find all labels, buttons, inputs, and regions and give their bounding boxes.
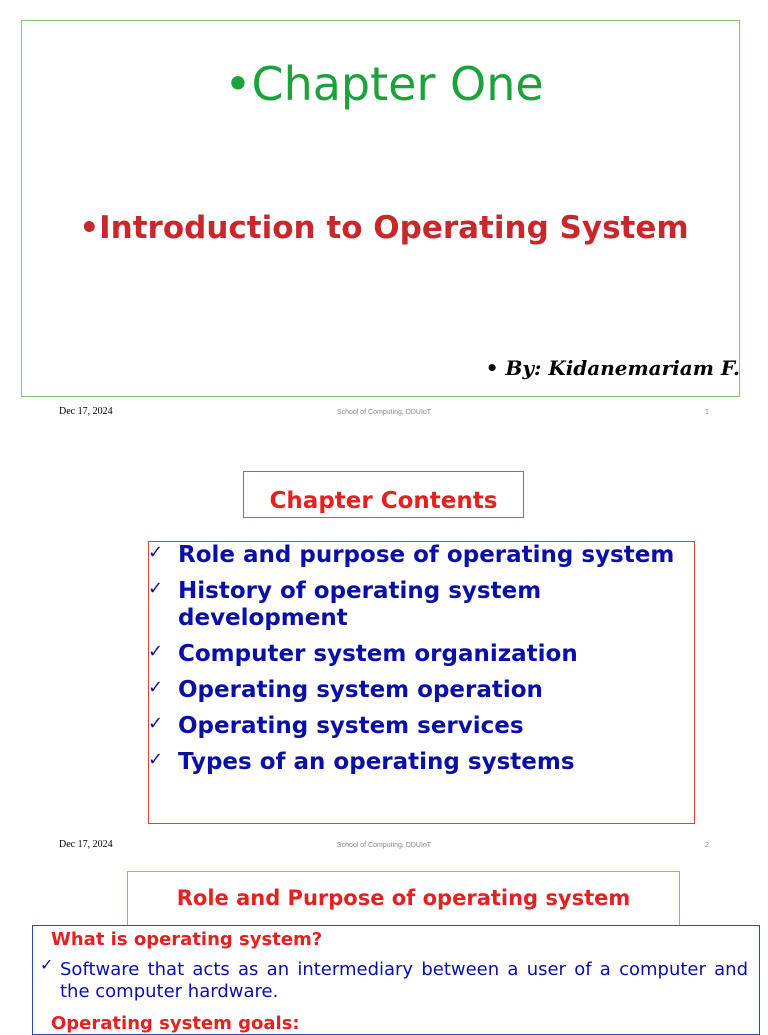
check-icon: ✓	[148, 542, 164, 563]
slide-2-footer-school: School of Computing, DDUIoT	[336, 842, 432, 849]
list-item	[148, 542, 688, 569]
check-icon: ✓	[148, 713, 164, 734]
slide-1-footer-school: School of Computing, DDUIoT	[336, 409, 432, 416]
list-item	[148, 713, 688, 740]
slide-1-page-number: 1	[705, 409, 709, 416]
slide-3-goals-heading: Operating system goals:	[51, 1013, 300, 1034]
slide-1-title: •Chapter One	[224, 57, 544, 111]
list-item	[148, 749, 688, 776]
list-item	[148, 641, 688, 668]
slide-3-question: What is operating system?	[51, 929, 323, 950]
check-icon: ✓	[148, 578, 164, 599]
slide-2-footer-date: Dec 17, 2024	[59, 839, 113, 850]
list-item-label: Types of an operating systems	[178, 749, 575, 775]
check-icon: ✓	[40, 955, 54, 974]
check-icon: ✓	[148, 677, 164, 698]
list-item-label: Operating system services	[178, 713, 524, 739]
list-item-label: Operating system operation	[178, 677, 543, 703]
slide-1-subtitle: •Introduction to Operating System	[79, 210, 689, 246]
chapter-contents-list	[148, 542, 688, 785]
slide-1-author: • By: Kidanemariam F.	[485, 356, 740, 380]
slide-3-definition: Software that acts as an intermediary between a user of a computer and the computer hardware.	[60, 959, 748, 1002]
slide-2-title: Chapter Contents	[269, 488, 498, 514]
check-icon: ✓	[148, 641, 164, 662]
slide-3-title: Role and Purpose of operating system	[176, 886, 631, 910]
list-item-label: Computer system organization	[178, 641, 578, 667]
list-item	[148, 578, 688, 632]
slide-2-page-number: 2	[705, 842, 709, 849]
slide-1-footer-date: Dec 17, 2024	[59, 406, 113, 417]
list-item-label: History of operating system development	[178, 578, 542, 631]
list-item-label: Role and purpose of operating system	[178, 542, 675, 568]
list-item	[148, 677, 688, 704]
check-icon: ✓	[148, 749, 164, 770]
